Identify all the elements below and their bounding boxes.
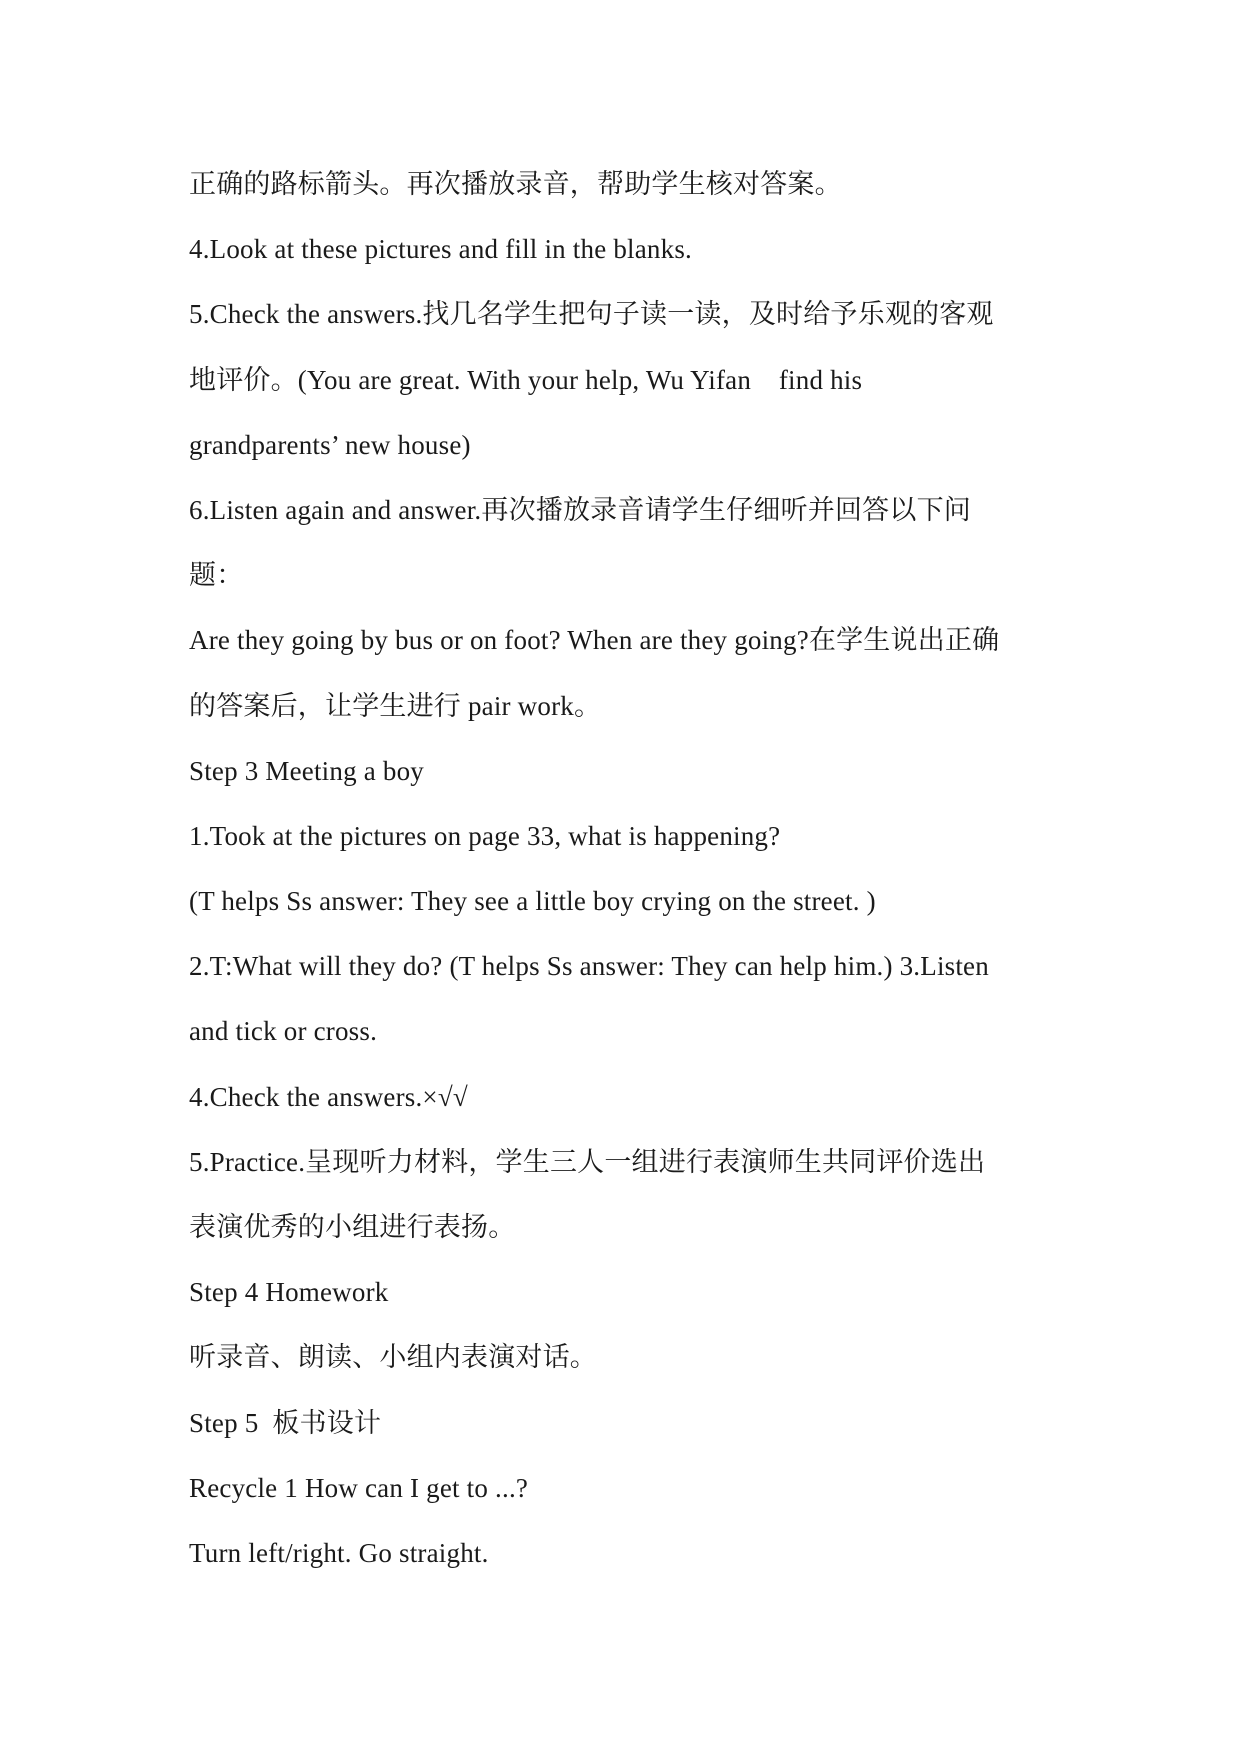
section-heading: Step 4 Homework — [189, 1277, 389, 1308]
text-line: grandparents’ new house) — [189, 429, 471, 460]
text-line: 1.Took at the pictures on page 33, what is happening? — [189, 820, 781, 851]
text-line: 地评价。(You are great. With your help, Wu Yifan find his — [189, 364, 863, 395]
text-line: and tick or cross. — [189, 1016, 378, 1047]
document-body — [189, 152, 1059, 1586]
text-line: 5.Check the answers.找几名学生把句子读一读，及时给予乐观的客观 — [189, 299, 994, 330]
text-line: Turn left/right. Go straight. — [189, 1537, 489, 1568]
text-line: 正确的路标箭头。再次播放录音，帮助学生核对答案。 — [189, 169, 842, 199]
text-line: 的答案后，让学生进行 pair work。 — [189, 690, 602, 721]
text-line: 4.Look at these pictures and fill in the blanks. — [189, 234, 692, 265]
text-line: 2.T:What will they do? (T helps Ss answer: They can help him.) 3.Listen — [189, 951, 989, 982]
text-line: 表演优秀的小组进行表扬。 — [189, 1212, 516, 1242]
section-heading: Step 3 Meeting a boy — [189, 755, 424, 786]
section-heading: Step 5 板书设计 — [189, 1407, 382, 1438]
text-line: 题： — [189, 560, 244, 591]
text-line: 听录音、朗读、小组内表演对话。 — [189, 1342, 597, 1373]
text-line: 4.Check the answers.×√√ — [189, 1081, 468, 1112]
text-line: Recycle 1 How can I get to ...? — [189, 1472, 529, 1503]
text-line: (T helps Ss answer: They see a little boy crying on the street. ) — [189, 886, 876, 917]
text-line: 6.Listen again and answer.再次播放录音请学生仔细听并回答以下问 — [189, 494, 971, 525]
text-line: Are they going by bus or on foot? When are they going?在学生说出正确 — [189, 625, 1000, 656]
text-line: 5.Practice.呈现听力材料，学生三人一组进行表演师生共同评价选出 — [189, 1146, 986, 1177]
